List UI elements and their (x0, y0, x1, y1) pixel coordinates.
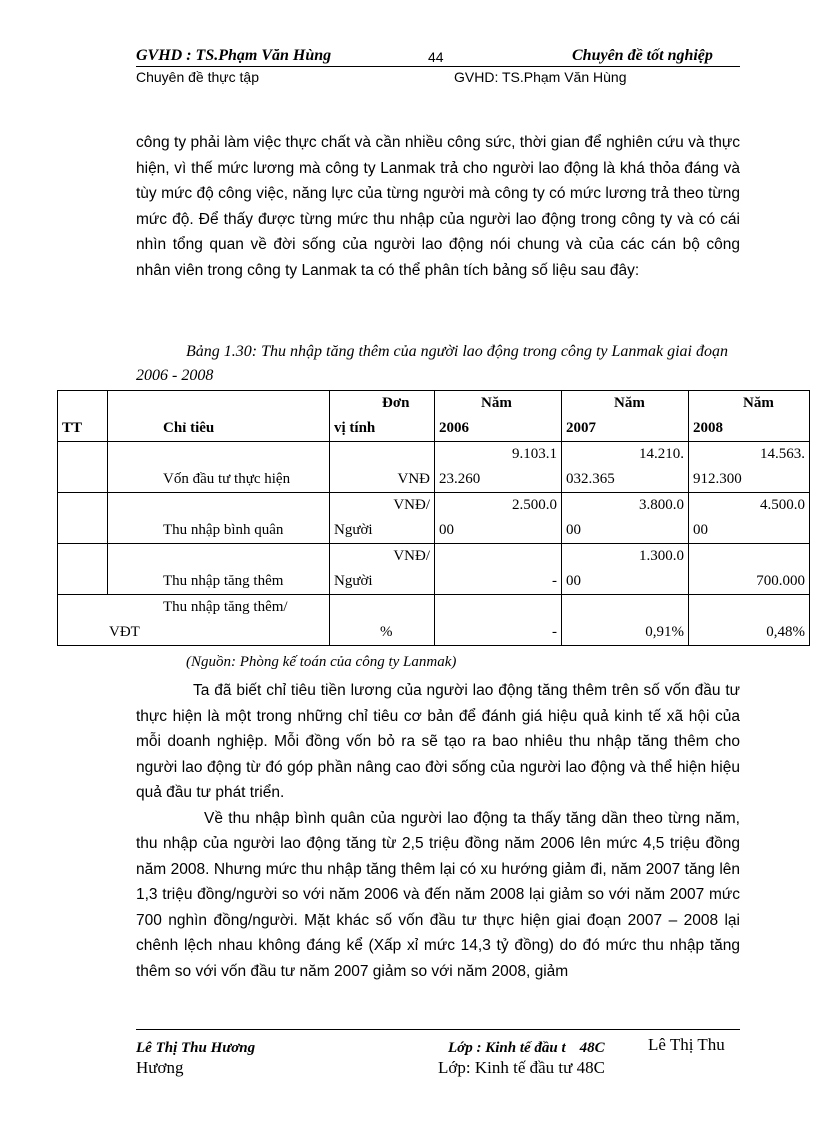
table-row (58, 595, 810, 646)
cell-tt (58, 544, 108, 595)
cell-unit: VNĐ/ Người (330, 493, 435, 544)
cell-tt (58, 493, 108, 544)
table-caption: Bảng 1.30: Thu nhập tăng thêm của người lao động trong công ty Lanmak giai đoạn 2006 - 2008 (136, 343, 728, 384)
cell-2006: 9.103.1 23.260 (435, 442, 562, 493)
cell-label: Thu nhập bình quân (108, 493, 330, 544)
cell-2007: 1.300.0 00 (562, 544, 689, 595)
cell-2006: 2.500.0 00 (435, 493, 562, 544)
header-subject: Chuyên đề thực tập (136, 69, 260, 85)
header-don-vi: Đơn vị tính (330, 391, 435, 442)
cell-2008: 700.000 (689, 544, 810, 595)
header-thesis-title: Chuyên đề tốt nghiệp (572, 47, 713, 64)
cell-2007: 14.210. 032.365 (562, 442, 689, 493)
header-chi-tieu: Chỉ tiêu (108, 391, 330, 442)
cell-label: Thu nhập tăng thêm/ VĐT (58, 595, 330, 646)
cell-2006: - (435, 595, 562, 646)
table-row (58, 544, 810, 595)
cell-unit: VNĐ (330, 442, 435, 493)
cell-2008: 14.563. 912.300 (689, 442, 810, 493)
header-2007: Năm 2007 (562, 391, 689, 442)
header-advisor-plain: GVHD: TS.Phạm Văn Hùng (454, 69, 627, 85)
table-row (58, 493, 810, 544)
header-advisor: GVHD : TS.Phạm Văn Hùng (136, 47, 332, 64)
footer-class-script: Lớp : Kinh tế đầu t 48C (448, 1040, 605, 1056)
cell-unit: VNĐ/ Người (330, 544, 435, 595)
header-tt: TT (58, 391, 108, 442)
cell-label: Vốn đầu tư thực hiện (108, 442, 330, 493)
cell-tt (58, 442, 108, 493)
cell-unit: % (330, 595, 435, 646)
paragraph-2: Ta đã biết chỉ tiêu tiền lương của người lao động tăng thêm trên số vốn đầu tư thực hiện là một trong những chỉ tiêu cơ bản để đánh giá hiệu quả kinh tế xã hội của mỗi doanh nghiệp. Mỗi đồng vốn bỏ ra sẽ tạo ra bao nhiêu thu nhập tăng thêm cho người lao động từ đó góp phần nâng cao đời sống của người lao động và thể hiện hiệu quả đầu tư phát triển. (136, 682, 740, 801)
income-table (57, 390, 810, 646)
table-header-row (58, 391, 810, 442)
cell-2008: 0,48% (689, 595, 810, 646)
footer-class-plain: Lớp: Kinh tế đầu tư 48C (438, 1058, 605, 1077)
page-number: 44 (428, 49, 444, 65)
footer-rule (136, 1029, 740, 1030)
footer-author-plain: Hương (136, 1058, 184, 1077)
source-note: (Nguồn: Phòng kế toán của công ty Lanmak) (186, 654, 457, 670)
intro-paragraph: công ty phải làm việc thực chất và cần nhiều công sức, thời gian để nghiên cứu và thực hiện, vì thế mức lương mà công ty Lanmak trả cho người lao động là khá thỏa đáng và tùy mức độ công việc, năng lực của từng người mà công ty có mức lương trả theo từng mức độ. Để thấy được từng mức thu nhập của người lao động trong công ty và có cái nhìn tổng quan về đời sống của người lao động nói chung và của các cán bộ công nhân viên trong công ty Lanmak ta có thể phân tích bảng số liệu sau đây: (136, 134, 740, 279)
footer-author-script: Lê Thị Thu Hương (136, 1040, 256, 1056)
cell-2008: 4.500.0 00 (689, 493, 810, 544)
paragraph-3: Về thu nhập bình quân của người lao động ta thấy tăng dần theo từng năm, thu nhập của người lao động tăng từ 2,5 triệu đồng năm 2006 lên mức 4,5 triệu đồng năm 2008. Nhưng mức thu nhập tăng thêm lại có xu hướng giảm đi, năm 2007 tăng lên 1,3 triệu đồng/người so với năm 2006 và đến năm 2008 lại giảm so với năm 2007 mức 700 nghìn đồng/người. Mặt khác số vốn đầu tư thực hiện giai đoạn 2007 – 2008 lại chênh lệch nhau không đáng kể (Xấp xỉ mức 14,3 tỷ đồng) do đó mức thu nhập tăng thêm so với vốn đầu tư năm 2007 giảm so với năm 2008, giảm (136, 809, 740, 980)
cell-2006: - (435, 544, 562, 595)
footer-author-overlap: Lê Thị Thu (648, 1035, 725, 1054)
cell-2007: 3.800.0 00 (562, 493, 689, 544)
header-2006: Năm 2006 (435, 391, 562, 442)
cell-2007: 0,91% (562, 595, 689, 646)
header-2008: Năm 2008 (689, 391, 810, 442)
analysis-text (136, 678, 740, 984)
table-row (58, 442, 810, 493)
header-rule (136, 66, 740, 67)
cell-label: Thu nhập tăng thêm (108, 544, 330, 595)
